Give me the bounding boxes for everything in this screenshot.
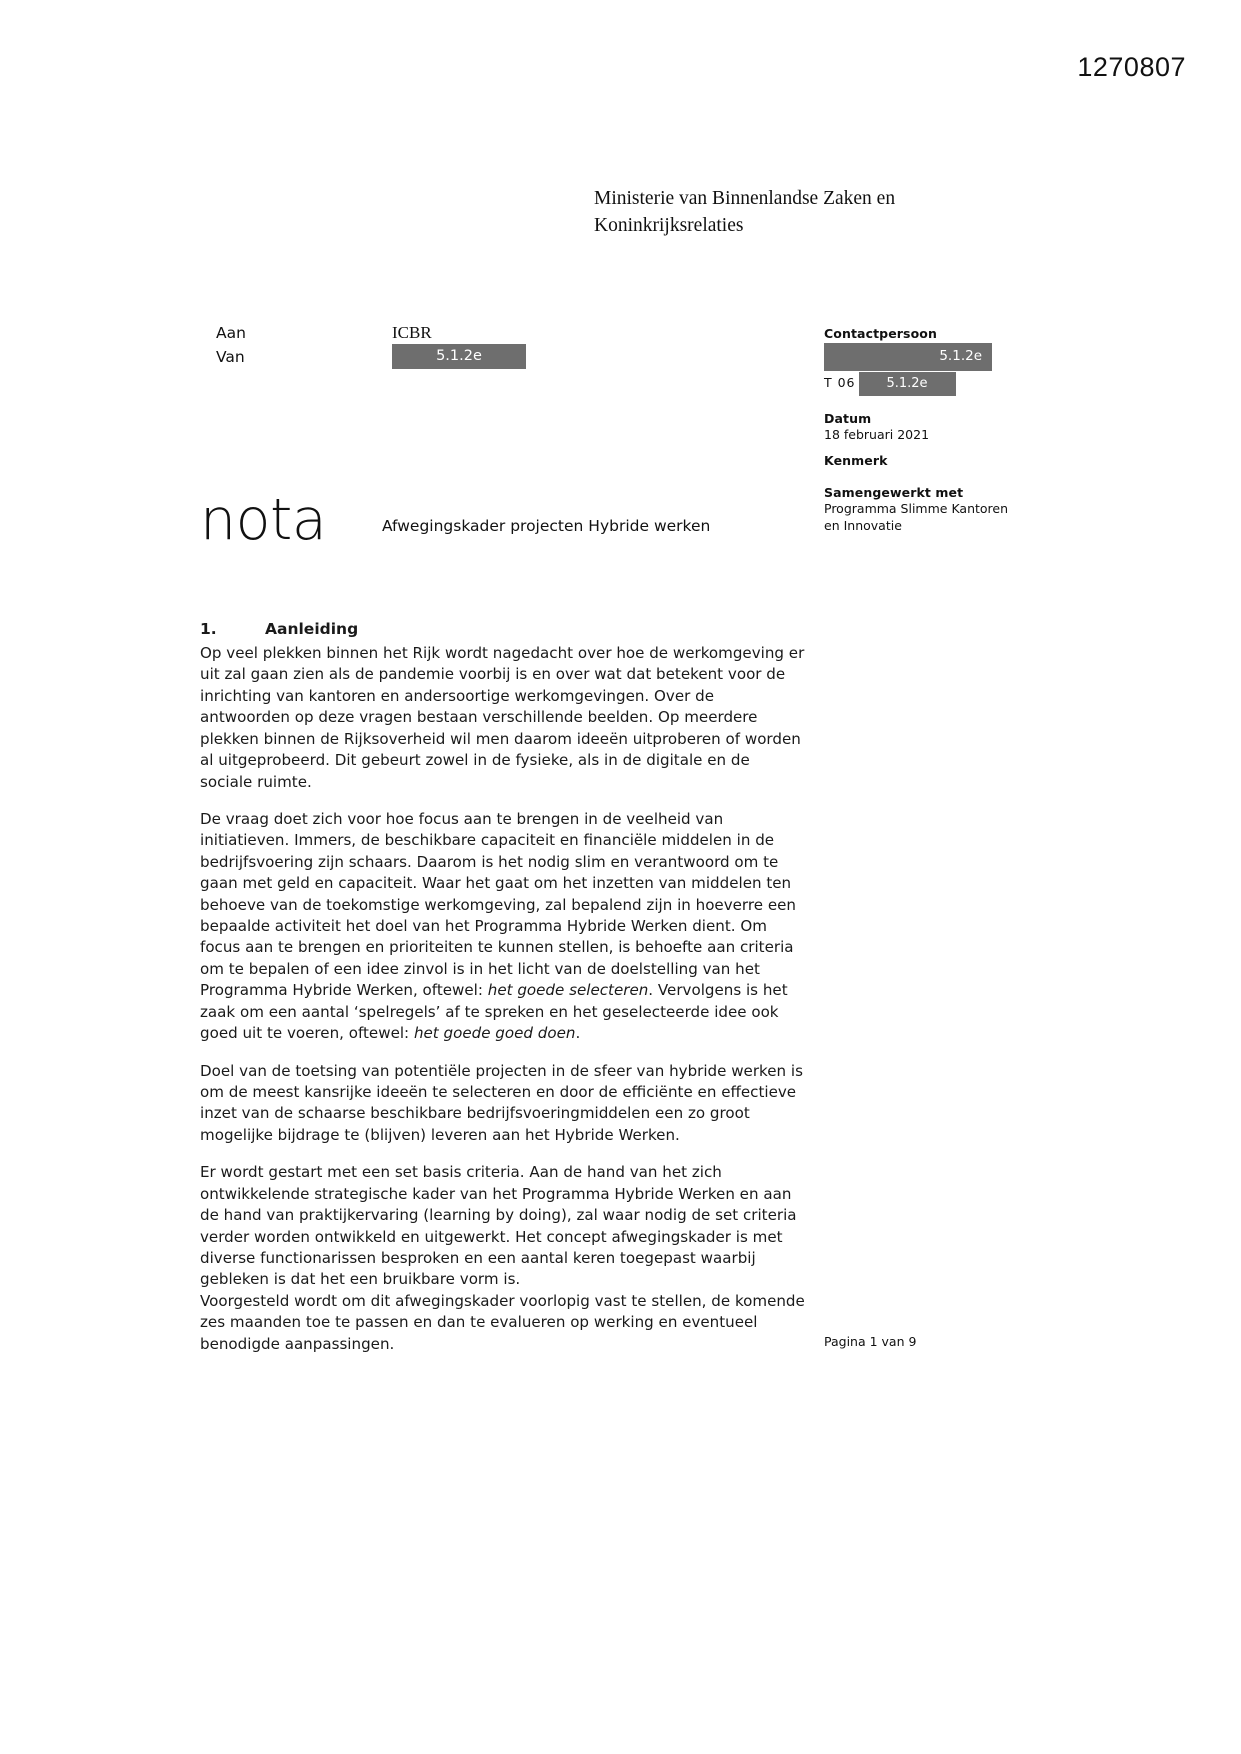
spacer <box>824 470 1054 485</box>
page-footer: Pagina 1 van 9 <box>824 1334 917 1349</box>
emphasis-text: het goede goed doen <box>413 1024 576 1043</box>
document-subtitle: Afwegingskader projecten Hybride werken <box>382 517 711 535</box>
samengewerkt-value-line2: en Innovatie <box>824 517 902 533</box>
paragraph: Voorgesteld wordt om dit afwegingskader voorlopig vast te stellen, de komende zes maanden toe te passen en dan te evalueren op werking en eventueel benodigde aanpassingen. <box>200 1291 805 1353</box>
section-title: Aanleiding <box>265 620 359 638</box>
paragraph-text: De vraag doet zich voor hoe focus aan te brengen in de veelheid van initiatieven. Immers, de beschikbare capaciteit en financiële middelen in de bedrijfsvoering zijn schaars. Daarom is het nodig slim en verantwoord om te gaan met geld en capaciteit. Waar het gaat om het inzetten van middelen ten behoeve van de toekomstige werkomgeving, zal bepalend zijn in hoeverre een bepaalde activiteit het doel van het Programma Hybride Werken dient. Om focus aan te brengen en prioriteiten te kunnen stellen, is behoefte aan criteria om te bepalen of een idee zinvol is in het licht van de doelstelling van het Programma Hybride Werken, oftewel: <box>200 809 796 1000</box>
paragraph: Op veel plekken binnen het Rijk wordt nagedacht over hoe de werkomgeving er uit zal gaan zien als de pandemie voorbij is en over wat dat betekent voor de inrichting van kantoren en andersoortige werkomgevingen. Over de antwoorden op deze vragen bestaan verschillende beelden. Op meerdere plekken binnen de Rijksoverheid wil men daarom ideeën uitproberen of worden al uitgeprobeerd. Dit gebeurt zowel in de fysieke, als in de digitale en de sociale ruimte. <box>200 644 805 791</box>
document-body <box>200 618 805 1355</box>
datum-label: Datum <box>824 410 872 426</box>
samengewerkt-label: Samengewerkt met <box>824 484 964 500</box>
paragraph: Doel van de toetsing van potentiële projecten in de sfeer van hybride werken is om de meest kansrijke ideeën te selecteren en door de efficiënte en effectieve inzet van de schaarse beschikbare bedrijfsvoeringmiddelen een zo groot mogelijke bijdrage te (blijven) leveren aan het Hybride Werken. <box>200 1061 803 1144</box>
section-number: 1. <box>200 620 217 638</box>
phone-label: T 06 <box>824 375 856 391</box>
van-label: Van <box>216 348 245 366</box>
van-redaction-bar: 5.1.2e <box>392 344 526 369</box>
kenmerk-label: Kenmerk <box>824 453 888 469</box>
contactpersoon-redaction-bar: 5.1.2e <box>824 343 992 371</box>
document-type-title: nota <box>200 487 327 553</box>
paragraph: Er wordt gestart met een set basis criteria. Aan de hand van het zich ontwikkelende strategische kader van het Programma Hybride Werken en aan de hand van praktijkervaring (learning by doing), zal waar nodig de set criteria verder worden ontwikkeld en uitgewerkt. Het concept afwegingskader is met diverse functionarissen besproken en een aantal keren toegepast waarbij gebleken is dat het een bruikbare vorm is. <box>200 1163 797 1289</box>
addressing-block <box>216 324 776 372</box>
aan-value: ICBR <box>392 323 432 342</box>
ministry-header: Ministerie van Binnenlandse Zaken en Koninkrijksrelaties <box>594 188 896 236</box>
phone-redaction-bar: 5.1.2e <box>859 372 956 396</box>
spacer <box>824 444 1054 453</box>
paragraph <box>200 809 805 1045</box>
datum-value: 18 februari 2021 <box>824 427 930 443</box>
phone-row <box>824 372 1054 396</box>
samengewerkt-value-line1: Programma Slimme Kantoren <box>824 501 1009 517</box>
section-heading <box>200 618 805 640</box>
emphasis-text: het goede selecteren <box>487 981 649 1000</box>
spacer <box>824 396 1054 411</box>
metadata-column <box>824 326 1054 535</box>
addressing-row-aan <box>216 324 776 346</box>
addressing-row-van <box>216 348 776 370</box>
aan-label: Aan <box>216 324 246 342</box>
contactpersoon-label: Contactpersoon <box>824 326 937 341</box>
paragraph-text: . Vervolgens is het zaak om een aantal ‘spelregels’ af te spreken en het geselecteerde idee ook goed uit te voeren, oftewel: <box>200 981 788 1043</box>
document-number: 1270807 <box>1077 52 1186 82</box>
paragraph-text: . <box>575 1024 581 1043</box>
